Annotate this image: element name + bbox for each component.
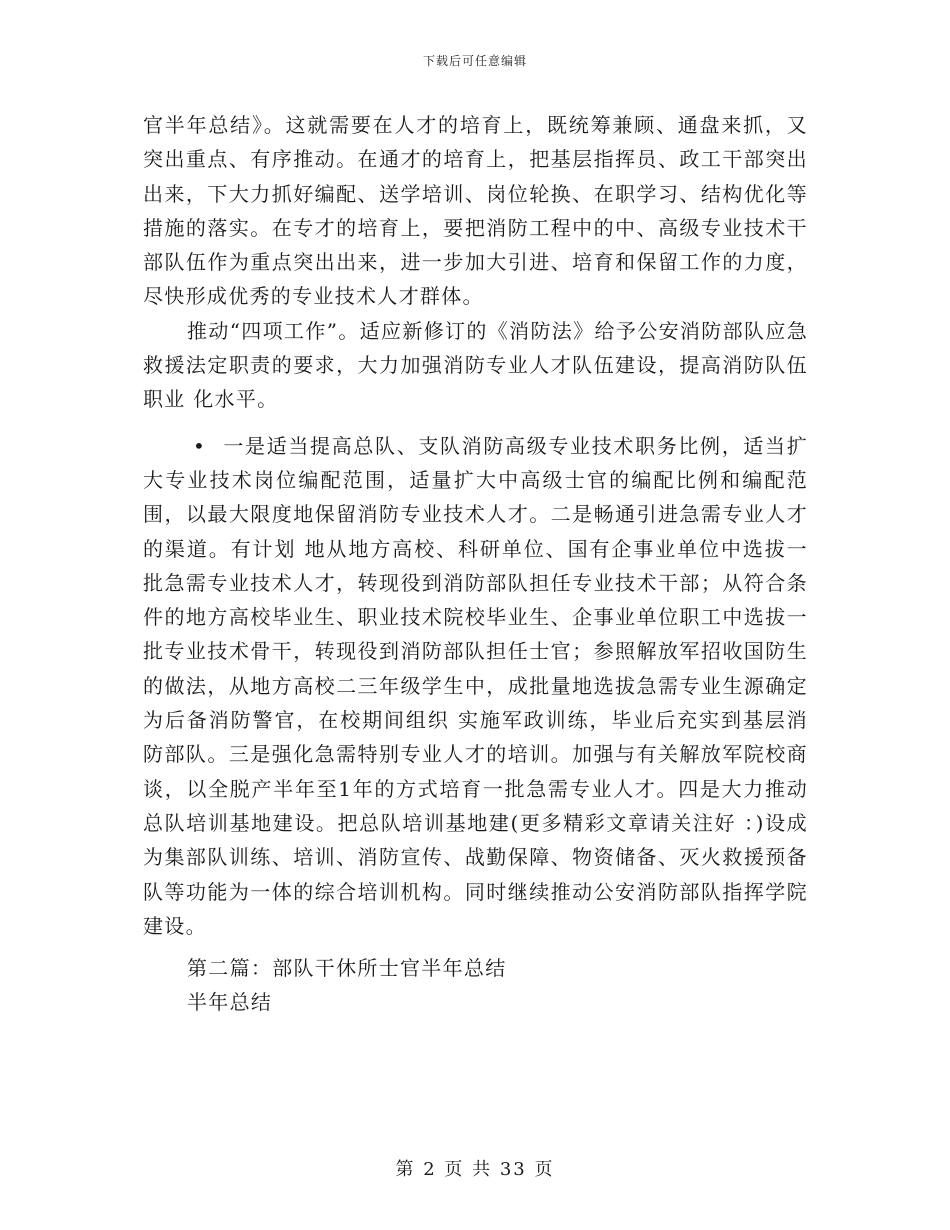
paragraph-continuation: 官半年总结》。这就需要在人才的培育上，既统筹兼顾、通盘来抓，又突出重点、有序推动。在通才的培育上，把基层指挥员、政工干部突出出来，下大力抓好编配、送学培训、岗位轮换、在职学习、结构优化等措施的落实。在专才的培育上，要把消防工程中的中、高级专业技术干部队伍作为重点突出出来，进一步加大引进、培育和保留工作的力度，尽快形成优秀的专业技术人才群体。 — [143, 113, 808, 309]
section-heading: 第二篇：部队干休所士官半年总结 — [187, 956, 507, 981]
page-header-note: 下载后可任意编辑 — [422, 54, 527, 68]
paragraph-bullet-measures — [143, 429, 808, 943]
page-number: 第 2 页 共 33 页 — [395, 1159, 555, 1180]
bullet-text: 一是适当提高总队、支队消防高级专业技术职务比例，适当扩大专业技术岗位编配范围，适量扩大中高级士官的编配比例和编配范围，以最大限度地保留消防专业技术人才。二是畅通引进急需专业人才的渠道。有计划 地从地方高校、科研单位、国有企事业单位中选拔一批急需专业技术人才，转现役到消防部队担任专业技术干部；从符合条件的地方高校毕业生、职业技术院校毕业生、企事业单位职工中选拔一批专业技术骨干，转现役到消防部队担任士官；参照解放军招收国防生的做法，从地方高校二三年级学生中，成批量地选拔急需专业生源确定为后备消防警官，在校期间组织 实施军政训练，毕业后充实到基层消防部队。三是强化急需特别专业人才的培训。加强与有关解放军院校商谈，以全脱产半年至1年的方式培育一批急需专业人才。四是大力推动总队培训基地建设。把总队培训基地建(更多精彩文章请关注好 ：)设成为集部队训练、培训、消防宣传、战勤保障、物资储备、灭火救援预备队等功能为一体的综合培训机构。同时继续推动公安消防部队指挥学院建设。 — [143, 433, 808, 938]
paragraph-four-tasks: 推动“四项工作”。适应新修订的《消防法》给予公安消防部队应急救援法定职责的要求，大力加强消防专业人才队伍建设，提高消防队伍职业 化水平。 — [143, 318, 808, 412]
subsection-heading: 半年总结 — [187, 990, 273, 1015]
document-body — [143, 108, 808, 1020]
bullet-icon: • — [193, 433, 207, 458]
